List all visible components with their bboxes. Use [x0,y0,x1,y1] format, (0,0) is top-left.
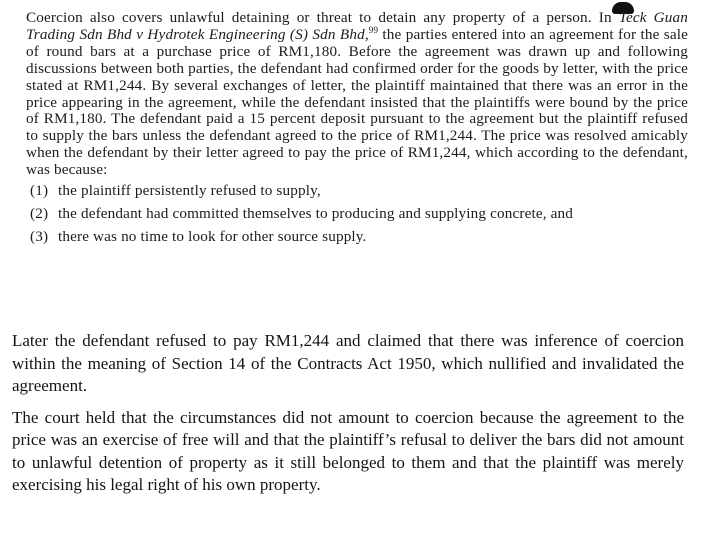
list-number: (2) [30,204,49,222]
summary-text-block [12,330,684,506]
list-item [26,206,688,223]
list-item [26,183,688,200]
paragraph-intro: Coercion also covers unlawful detaining or threat to detain any property of a person. In [26,9,619,26]
list-text: the defendant had committed themselves to producing and supplying concrete, and [58,204,574,222]
paragraph-holding: The court held that the circumstances did not amount to coercion because the agreement to the price was an exercise of free will and that the plaintiff’s refusal to deliver the bars did not amount to unlawful detention of property as it still belonged to them and that the plaintiff was merely exercising his legal right of his own property. [12,407,684,494]
list-text: the plaintiff persistently refused to supply, [58,182,321,200]
reasons-list [26,183,688,246]
list-text: there was no time to look for other source supply. [58,227,367,245]
list-item [26,229,688,246]
paragraph-claim: Later the defendant refused to pay RM1,244 and claimed that there was inference of coercion within the meaning of Section 14 of the Contracts Act 1950, which nullified and invalidated the agreement. [12,331,684,395]
scanned-text-block [26,10,688,252]
paragraph-case-facts [26,10,688,179]
footnote-ref: 99 [368,24,379,35]
list-number: (1) [30,182,49,200]
paragraph-body: the parties entered into an agreement for the sale of round bars at a purchase price of RM1,180. Before the agreement was drawn up and following discussions between both parties, the defendant had confirmed order for the goods by letter, with the price stated at RM1,244. By several exchanges of letter, the plaintiff maintained that there was an error in the price appearing in the agreement, while the defendant insisted that the plaintiffs were bound by the price of RM1,180. The defendant paid a 15 percent deposit pursuant to the agreement but the plaintiff refused to supply the bars unless the defendant agreed to the price of RM1,244. The price was resolved amicably when the defendant by their letter agreed to pay the price of RM1,244, which according to the defendant, was because: [26,25,688,179]
list-number: (3) [30,227,49,245]
case-name: Teck Guan Trading Sdn Bhd v Hydrotek Engineering (S) Sdn Bhd, [26,9,689,43]
